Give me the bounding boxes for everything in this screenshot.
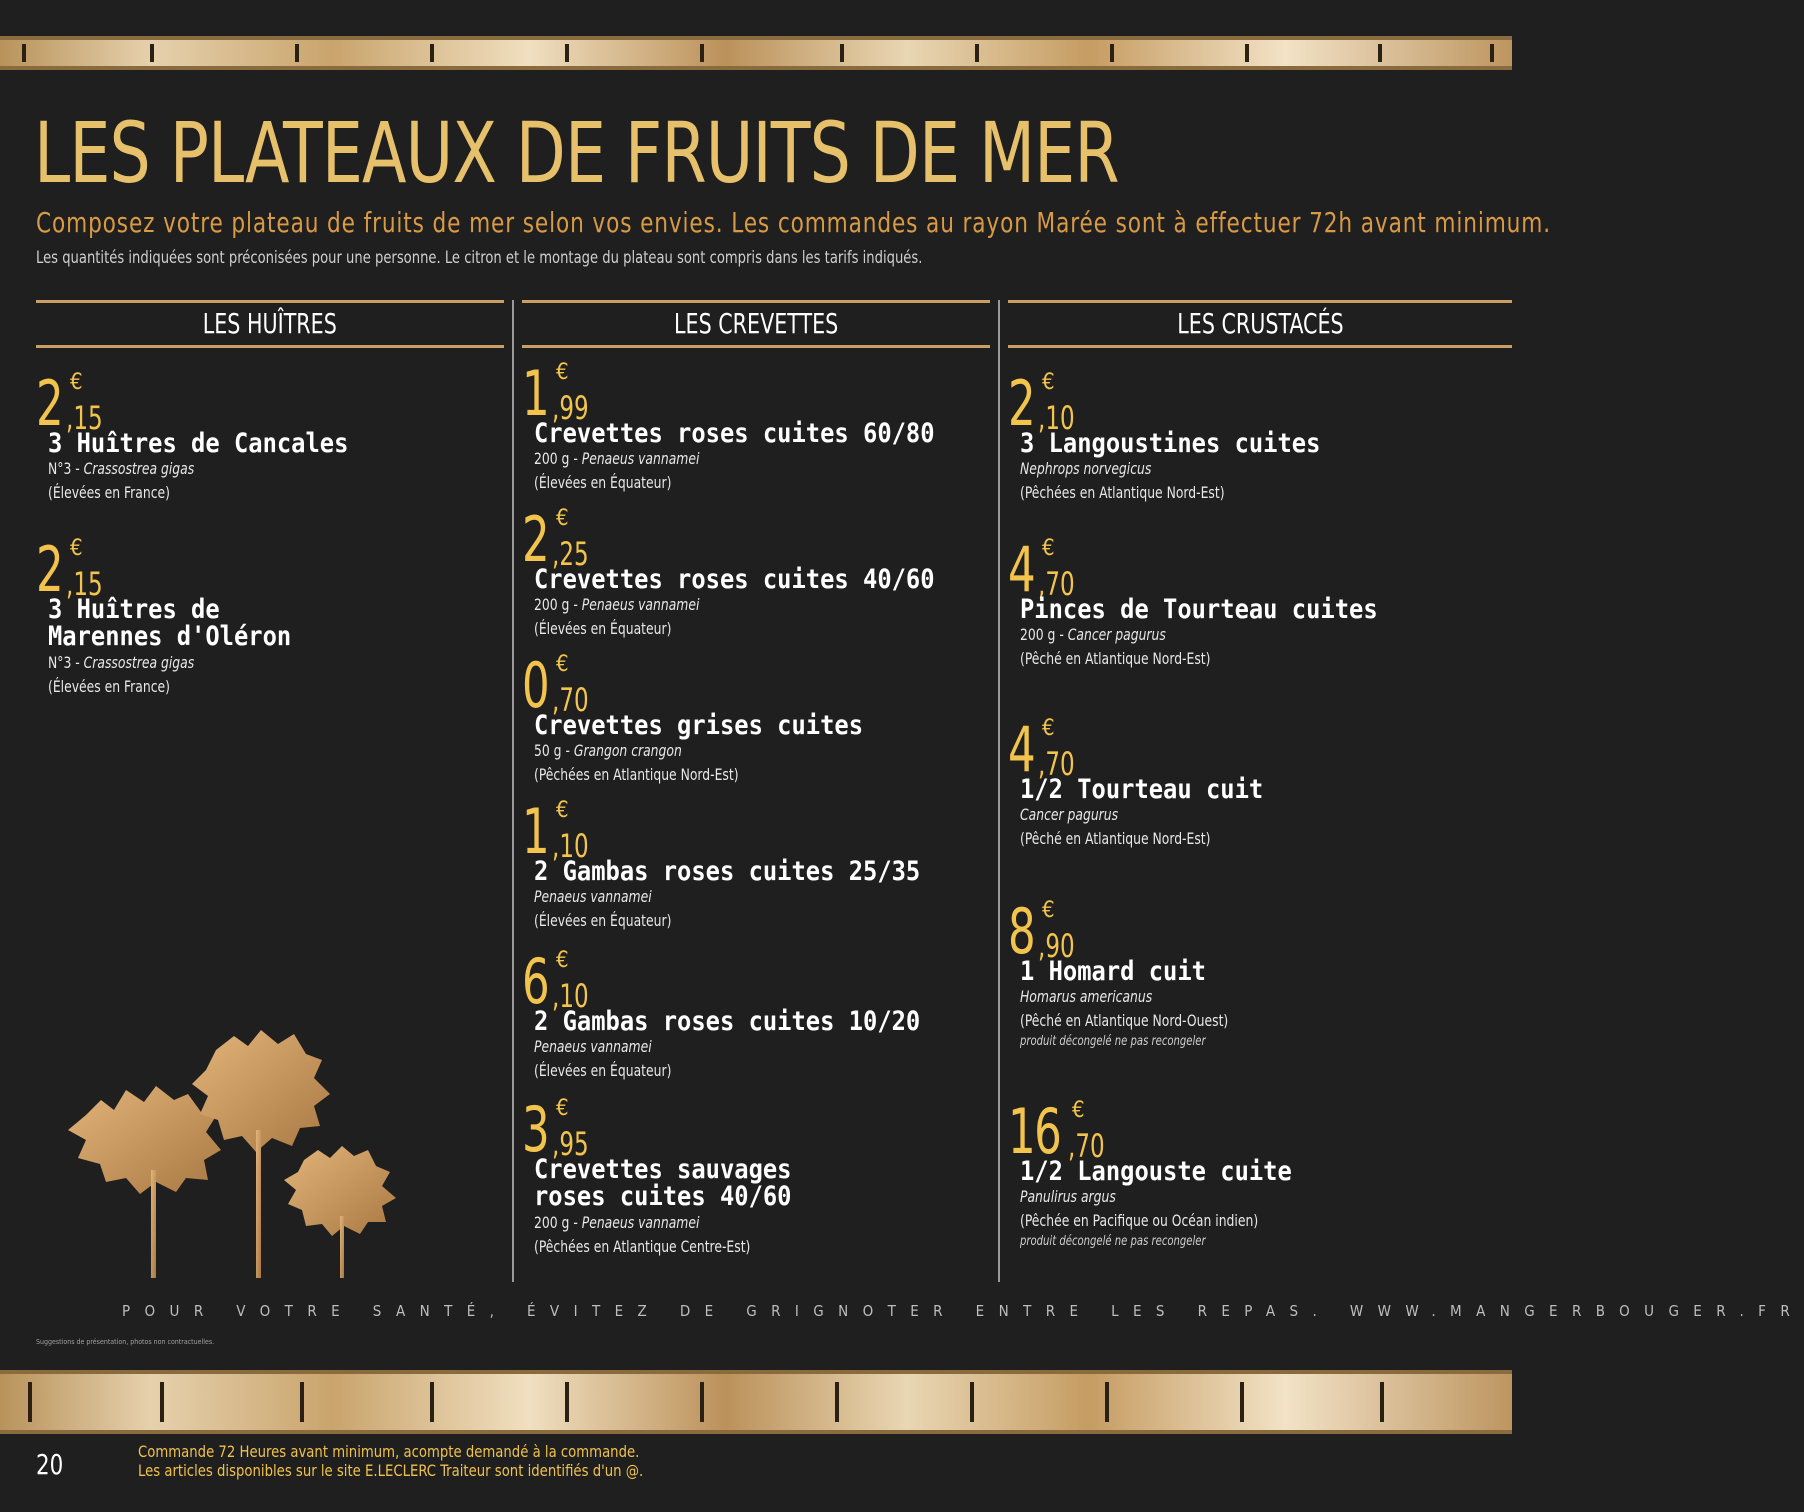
product-description bbox=[1020, 1185, 1286, 1209]
product-origin: (Pêchées en Atlantique Nord-Est) bbox=[1020, 483, 1225, 502]
species-name: Crassostrea gigas bbox=[83, 459, 195, 478]
species-name: Cancer pagurus bbox=[1020, 805, 1119, 824]
product-warning: produit décongelé ne pas recongeler bbox=[1020, 1234, 1206, 1249]
product-origin: (Élevées en Équateur) bbox=[534, 619, 672, 638]
price-integer: 2 bbox=[522, 503, 549, 576]
product-price bbox=[1008, 1095, 1329, 1168]
price-decimals: ,10 bbox=[1038, 399, 1075, 437]
product-item bbox=[1008, 1095, 1329, 1251]
price-integer: 2 bbox=[36, 533, 63, 606]
price-decimals: ,70 bbox=[1038, 565, 1075, 603]
product-name: Crevettes roses cuites 40/60 bbox=[534, 564, 935, 595]
product-description: N°3 - Crassostrea gigas bbox=[48, 653, 195, 672]
euro-sign: € bbox=[1042, 898, 1055, 923]
price-decimals: ,99 bbox=[552, 389, 589, 427]
price-decimals: ,15 bbox=[66, 399, 103, 437]
product-origin: (Pêché en Atlantique Nord-Est) bbox=[1020, 829, 1211, 848]
band-tick bbox=[835, 1382, 839, 1422]
price-integer: 3 bbox=[522, 1093, 549, 1166]
product-item bbox=[1008, 713, 1296, 851]
euro-sign: € bbox=[556, 506, 569, 531]
page-title: LES PLATEAUX DE FRUITS DE MER bbox=[34, 104, 1119, 202]
band-tick bbox=[1245, 44, 1249, 62]
product-item bbox=[522, 1093, 827, 1259]
product-price bbox=[1008, 367, 1361, 440]
product-name: 1 Homard cuit bbox=[1020, 956, 1206, 987]
species-name: Penaeus vannamei bbox=[534, 1037, 652, 1056]
product-description: 50 g - Grangon crangon bbox=[534, 741, 682, 760]
product-name: 1/2 Langouste cuite bbox=[1020, 1156, 1292, 1187]
price-decimals: ,70 bbox=[1038, 745, 1075, 783]
euro-sign: € bbox=[556, 798, 569, 823]
species-name: Grangon crangon bbox=[573, 741, 682, 760]
footer-order-note: Commande 72 Heures avant minimum, acompte demandé à la commande. bbox=[138, 1442, 640, 1461]
band-tick bbox=[430, 44, 434, 62]
product-description: 200 g - Penaeus vannamei bbox=[534, 1213, 700, 1232]
product-price bbox=[36, 367, 389, 440]
price-decimals: ,10 bbox=[552, 977, 589, 1015]
product-price bbox=[1008, 533, 1426, 606]
price-decimals: ,95 bbox=[552, 1125, 589, 1163]
product-item bbox=[36, 367, 389, 505]
product-item bbox=[1008, 367, 1361, 505]
euro-sign: € bbox=[556, 1096, 569, 1121]
product-name: Crevettes grises cuites bbox=[534, 710, 864, 741]
euro-sign: € bbox=[1042, 536, 1055, 561]
product-item bbox=[522, 945, 973, 1083]
health-message: POUR VOTRE SANTÉ, ÉVITEZ DE GRIGNOTER ENTRE LES REPAS. WWW.MANGERBOUGER.FR bbox=[122, 1302, 1804, 1320]
price-decimals: ,25 bbox=[552, 535, 589, 573]
species-name: Crassostrea gigas bbox=[83, 653, 195, 672]
euro-sign: € bbox=[1072, 1098, 1085, 1123]
heading-crustaces: LES CRUSTACÉS bbox=[1008, 300, 1512, 348]
product-description bbox=[1020, 457, 1314, 481]
product-origin: (Pêchées en Atlantique Centre-Est) bbox=[534, 1237, 751, 1256]
band-tick bbox=[1380, 1382, 1384, 1422]
product-price bbox=[522, 503, 989, 576]
species-name: Penaeus vannamei bbox=[581, 449, 700, 468]
product-name: 3 Huîtres de Cancales bbox=[48, 428, 349, 459]
product-item bbox=[36, 533, 324, 699]
band-tick bbox=[975, 44, 979, 62]
product-price bbox=[522, 945, 973, 1018]
photo-disclaimer: Suggestions de présentation, photos non contractuelles. bbox=[36, 1338, 215, 1346]
bottom-gold-band bbox=[0, 1370, 1512, 1434]
product-description: N°3 - Crassostrea gigas bbox=[48, 459, 195, 478]
band-tick bbox=[565, 44, 569, 62]
band-tick bbox=[565, 1382, 569, 1422]
band-tick bbox=[700, 44, 704, 62]
top-gold-band bbox=[0, 36, 1512, 70]
euro-sign: € bbox=[556, 948, 569, 973]
price-integer: 4 bbox=[1008, 533, 1035, 606]
product-description bbox=[1020, 803, 1258, 827]
product-name: Crevettes sauvages bbox=[534, 1154, 792, 1185]
euro-sign: € bbox=[556, 360, 569, 385]
product-origin: (Élevées en Équateur) bbox=[534, 911, 672, 930]
product-item bbox=[522, 503, 989, 641]
product-origin: (Pêché en Atlantique Nord-Ouest) bbox=[1020, 1011, 1229, 1030]
band-tick bbox=[430, 1382, 434, 1422]
species-name: Cancer pagurus bbox=[1067, 625, 1166, 644]
product-origin: (Pêché en Atlantique Nord-Est) bbox=[1020, 649, 1211, 668]
product-price bbox=[36, 533, 324, 606]
price-integer: 8 bbox=[1008, 895, 1035, 968]
product-item bbox=[1008, 533, 1426, 671]
species-name: Nephrops norvegicus bbox=[1020, 459, 1152, 478]
product-name: Pinces de Tourteau cuites bbox=[1020, 594, 1378, 625]
product-name: 2 Gambas roses cuites 25/35 bbox=[534, 856, 921, 887]
price-decimals: ,70 bbox=[552, 681, 589, 719]
species-name: Penaeus vannamei bbox=[534, 887, 652, 906]
price-integer: 1 bbox=[522, 795, 549, 868]
product-name: 2 Gambas roses cuites 10/20 bbox=[534, 1006, 921, 1037]
product-origin: (Élevées en France) bbox=[48, 677, 170, 696]
price-decimals: ,70 bbox=[1068, 1127, 1105, 1165]
price-decimals: ,15 bbox=[66, 565, 103, 603]
band-tick bbox=[970, 1382, 974, 1422]
price-decimals: ,10 bbox=[552, 827, 589, 865]
species-name: Penaeus vannamei bbox=[581, 1213, 700, 1232]
product-origin: (Élevées en Équateur) bbox=[534, 473, 672, 492]
product-name: 3 Langoustines cuites bbox=[1020, 428, 1321, 459]
product-description bbox=[534, 885, 911, 909]
product-name: 1/2 Tourteau cuit bbox=[1020, 774, 1264, 805]
product-origin: (Élevées en France) bbox=[48, 483, 170, 502]
column-divider bbox=[998, 300, 1000, 1282]
band-tick bbox=[28, 1382, 32, 1422]
quantities-note: Les quantités indiquées sont préconisées pour une personne. Le citron et le montage du plateau sont compris dans les tarifs indiqués. bbox=[36, 248, 923, 268]
product-origin: (Élevées en Équateur) bbox=[534, 1061, 672, 1080]
band-tick bbox=[1490, 44, 1494, 62]
footer-website-note: Les articles disponibles sur le site E.LECLERC Traiteur sont identifiés d'un @. bbox=[138, 1461, 644, 1480]
euro-sign: € bbox=[70, 536, 83, 561]
band-tick bbox=[1378, 44, 1382, 62]
price-integer: 4 bbox=[1008, 713, 1035, 786]
product-name: Crevettes roses cuites 60/80 bbox=[534, 418, 935, 449]
product-description: 200 g - Penaeus vannamei bbox=[534, 449, 700, 468]
product-origin: (Pêchées en Atlantique Nord-Est) bbox=[534, 765, 739, 784]
heading-huitres: LES HUÎTRES bbox=[36, 300, 504, 348]
product-description bbox=[1020, 985, 1228, 1009]
band-tick bbox=[150, 44, 154, 62]
euro-sign: € bbox=[1042, 716, 1055, 741]
price-integer: 1 bbox=[522, 357, 549, 430]
product-item bbox=[522, 795, 973, 933]
product-description: 200 g - Cancer pagurus bbox=[1020, 625, 1166, 644]
product-price bbox=[1008, 895, 1262, 968]
page-subtitle: Composez votre plateau de fruits de mer selon vos envies. Les commandes au rayon Marée sont à effectuer 72h avant minimum. bbox=[36, 206, 1551, 239]
species-name: Homarus americanus bbox=[1020, 987, 1153, 1006]
product-description: 200 g - Penaeus vannamei bbox=[534, 595, 700, 614]
product-name-line2: roses cuites 40/60 bbox=[534, 1181, 792, 1212]
product-price bbox=[522, 1093, 827, 1166]
band-tick bbox=[1110, 44, 1114, 62]
band-tick bbox=[1105, 1382, 1109, 1422]
column-divider bbox=[512, 300, 514, 1282]
species-name: Penaeus vannamei bbox=[581, 595, 700, 614]
heading-crevettes: LES CREVETTES bbox=[522, 300, 990, 348]
product-item bbox=[1008, 895, 1262, 1051]
product-description bbox=[534, 1035, 911, 1059]
product-item bbox=[522, 649, 908, 787]
species-name: Panulirus argus bbox=[1020, 1187, 1116, 1206]
gold-trees-illustration bbox=[56, 1020, 406, 1280]
price-integer: 2 bbox=[1008, 367, 1035, 440]
band-tick bbox=[295, 44, 299, 62]
product-price bbox=[522, 357, 989, 430]
band-tick bbox=[300, 1382, 304, 1422]
price-integer: 2 bbox=[36, 367, 63, 440]
price-integer: 16 bbox=[1008, 1095, 1061, 1168]
band-tick bbox=[22, 44, 26, 62]
price-integer: 6 bbox=[522, 945, 549, 1018]
euro-sign: € bbox=[556, 652, 569, 677]
product-warning: produit décongelé ne pas recongeler bbox=[1020, 1034, 1206, 1049]
band-tick bbox=[1240, 1382, 1244, 1422]
price-decimals: ,90 bbox=[1038, 927, 1075, 965]
product-price bbox=[1008, 713, 1296, 786]
page-number: 20 bbox=[36, 1448, 64, 1481]
product-name-line2: Marennes d'Oléron bbox=[48, 621, 292, 652]
product-item bbox=[522, 357, 989, 495]
price-integer: 0 bbox=[522, 649, 549, 722]
band-tick bbox=[700, 1382, 704, 1422]
product-name: 3 Huîtres de bbox=[48, 594, 220, 625]
euro-sign: € bbox=[70, 370, 83, 395]
band-tick bbox=[160, 1382, 164, 1422]
product-origin: (Pêchée en Pacifique ou Océan indien) bbox=[1020, 1211, 1259, 1230]
euro-sign: € bbox=[1042, 370, 1055, 395]
band-tick bbox=[840, 44, 844, 62]
product-price bbox=[522, 649, 908, 722]
product-price bbox=[522, 795, 973, 868]
